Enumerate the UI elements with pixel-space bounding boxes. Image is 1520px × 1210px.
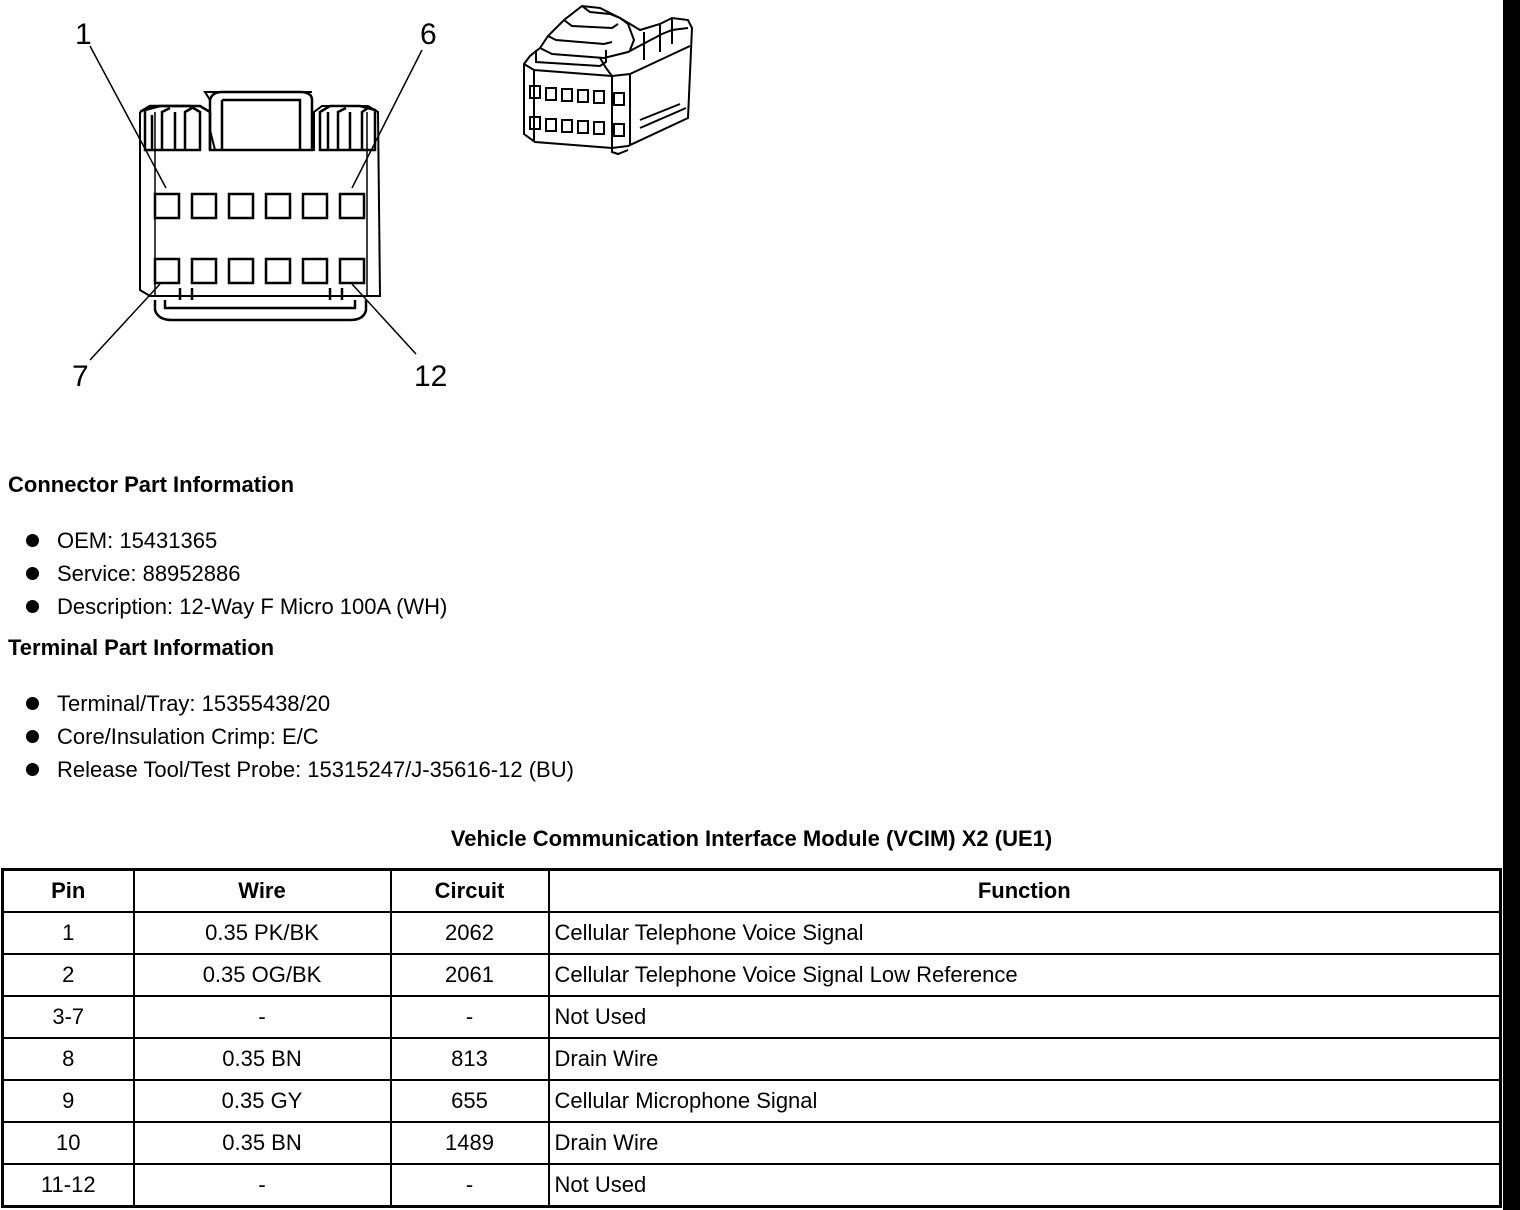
table-row [3, 1164, 1501, 1207]
cell-pin: 11-12 [3, 1164, 134, 1207]
leader-line-7 [90, 284, 160, 360]
connector-diagram [0, 0, 720, 420]
bullet-icon [26, 697, 39, 710]
cell-wire: 0.35 PK/BK [134, 912, 391, 954]
cavity-7 [155, 259, 179, 283]
cell-circuit: 813 [391, 1038, 549, 1080]
column-header-pin: Pin [3, 870, 134, 913]
cell-circuit: 655 [391, 1080, 549, 1122]
list-item-text: Release Tool/Test Probe: 15315247/J-35616-12 (BU) [57, 757, 574, 782]
table-header-row [3, 870, 1501, 913]
cell-function: Cellular Telephone Voice Signal Low Reference [549, 954, 1501, 996]
cavity-11 [303, 259, 327, 283]
bullet-icon [26, 730, 39, 743]
cavity-6 [340, 194, 364, 218]
pinout-table [1, 868, 1502, 1208]
column-header-wire: Wire [134, 870, 391, 913]
cell-pin: 3-7 [3, 996, 134, 1038]
cavity-10 [266, 259, 290, 283]
page-edge-bar [1503, 0, 1520, 1210]
table-row [3, 912, 1501, 954]
cell-wire: 0.35 OG/BK [134, 954, 391, 996]
cell-function: Not Used [549, 1164, 1501, 1207]
connector-face-view [90, 46, 422, 360]
connector-info-heading: Connector Part Information [8, 472, 295, 497]
cell-pin: 8 [3, 1038, 134, 1080]
leader-line-12 [352, 284, 416, 354]
table-row [3, 1038, 1501, 1080]
cavity-3 [229, 194, 253, 218]
cavity-1 [155, 194, 179, 218]
list-item-text: Terminal/Tray: 15355438/20 [57, 691, 331, 716]
cell-wire: 0.35 BN [134, 1038, 391, 1080]
cell-function: Cellular Telephone Voice Signal [549, 912, 1501, 954]
terminal-info-heading: Terminal Part Information [8, 635, 275, 660]
cell-pin: 2 [3, 954, 134, 996]
cavity-8 [192, 259, 216, 283]
cell-circuit: 2062 [391, 912, 549, 954]
pin-label-7: 7 [72, 360, 89, 393]
bullet-icon [26, 763, 39, 776]
connector-isometric-view [524, 6, 692, 154]
cell-pin: 9 [3, 1080, 134, 1122]
bullet-icon [26, 534, 39, 547]
list-item [24, 557, 447, 590]
list-item [24, 720, 574, 753]
terminal-info-list [24, 687, 574, 786]
cell-wire: - [134, 996, 391, 1038]
cell-circuit: 2061 [391, 954, 549, 996]
table-row [3, 1080, 1501, 1122]
cell-circuit: - [391, 996, 549, 1038]
cell-circuit: - [391, 1164, 549, 1207]
cell-wire: - [134, 1164, 391, 1207]
table-row [3, 1122, 1501, 1164]
list-item-text: Core/Insulation Crimp: E/C [57, 724, 319, 749]
cell-pin: 10 [3, 1122, 134, 1164]
pin-label-1: 1 [75, 18, 92, 51]
bullet-icon [26, 567, 39, 580]
list-item-text: OEM: 15431365 [57, 528, 218, 553]
cell-function: Drain Wire [549, 1122, 1501, 1164]
table-title: Vehicle Communication Interface Module (VCIM) X2 (UE1) [450, 826, 1053, 851]
list-item [24, 524, 447, 557]
pin-label-6: 6 [420, 18, 437, 51]
bullet-icon [26, 600, 39, 613]
list-item [24, 590, 447, 623]
cavity-5 [303, 194, 327, 218]
connector-info-list [24, 524, 447, 623]
cavity-2 [192, 194, 216, 218]
cavity-12 [340, 259, 364, 283]
cell-function: Drain Wire [549, 1038, 1501, 1080]
table-row [3, 996, 1501, 1038]
list-item-text: Service: 88952886 [57, 561, 241, 586]
list-item-text: Description: 12-Way F Micro 100A (WH) [57, 594, 448, 619]
cavity-4 [266, 194, 290, 218]
column-header-circuit: Circuit [391, 870, 549, 913]
cell-circuit: 1489 [391, 1122, 549, 1164]
list-item [24, 687, 574, 720]
cell-wire: 0.35 GY [134, 1080, 391, 1122]
list-item [24, 753, 574, 786]
cell-function: Cellular Microphone Signal [549, 1080, 1501, 1122]
table-row [3, 954, 1501, 996]
cell-pin: 1 [3, 912, 134, 954]
cell-function: Not Used [549, 996, 1501, 1038]
cell-wire: 0.35 BN [134, 1122, 391, 1164]
cavity-9 [229, 259, 253, 283]
pin-label-12: 12 [414, 360, 448, 393]
column-header-function: Function [549, 870, 1501, 913]
